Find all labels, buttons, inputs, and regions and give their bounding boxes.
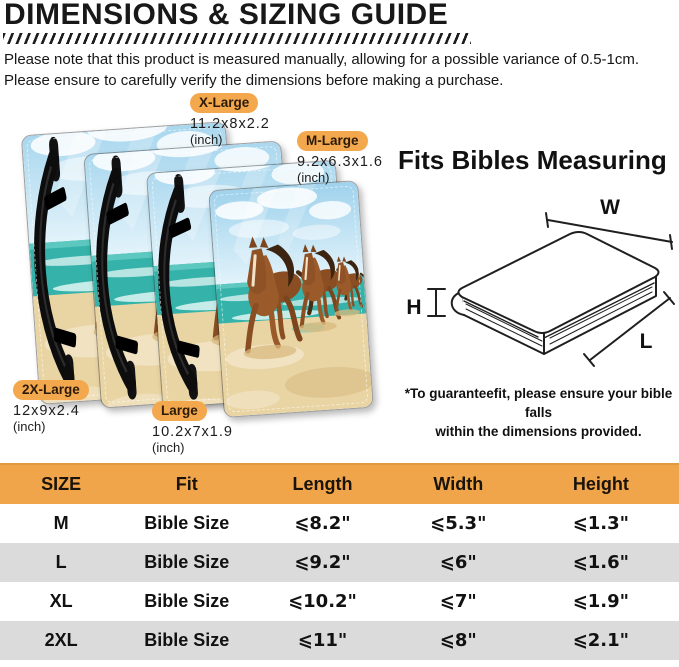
col-header-height: Height (572, 474, 629, 494)
cell-fit: Bible Size (144, 513, 230, 533)
size-dims-2x-large: 12x9x2.4 (13, 403, 80, 419)
size-dims-large: 10.2x7x1.9 (152, 424, 233, 440)
measurement-notice (4, 49, 639, 91)
cell-fit: Bible Size (144, 552, 230, 572)
cell-height: ⩽1.9" (572, 591, 630, 612)
size-unit-large: (inch) (152, 440, 185, 455)
cell-width: ⩽8" (439, 630, 477, 651)
cell-width: ⩽5.3" (430, 513, 487, 534)
size-label-m-large (297, 131, 383, 185)
col-header-size: SIZE (41, 474, 82, 494)
table-row-m (0, 504, 679, 543)
cell-fit: Bible Size (144, 630, 230, 650)
dim-label-h: H (406, 296, 422, 319)
col-header-width: Width (433, 474, 484, 494)
table-header-row (0, 463, 679, 504)
cell-size: L (55, 552, 67, 572)
size-dims-x-large: 11.2x8x2.2 (190, 116, 270, 132)
cell-length: ⩽11" (297, 630, 348, 651)
cell-length: ⩽10.2" (288, 591, 357, 612)
fits-section (398, 145, 679, 387)
notice-line-1: Please note that this product is measured manually, allowing for a possible variance of 0.5-1cm. (4, 51, 640, 68)
cell-height: ⩽1.6" (572, 552, 630, 573)
size-label-large (152, 401, 233, 455)
col-header-fit: Fit (175, 474, 198, 494)
size-unit-2x-large: (inch) (13, 419, 46, 434)
size-label-x-large (190, 93, 270, 147)
cell-length: ⩽9.2" (294, 552, 351, 573)
book-measurement-diagram (398, 192, 679, 382)
size-badge-m-large: M-Large (297, 131, 368, 151)
cell-length: ⩽8.2" (294, 513, 351, 534)
size-label-2x-large (13, 380, 89, 434)
cell-height: ⩽2.1" (572, 630, 630, 651)
table-row-l (0, 543, 679, 582)
notice-line-2: Please ensure to carefully verify the dimensions before making a purchase. (4, 72, 504, 89)
table-row-2xl (0, 621, 679, 660)
bible-cover-m-large (208, 180, 374, 418)
cell-size: M (53, 513, 69, 533)
guarantee-note (398, 384, 679, 441)
cell-width: ⩽6" (439, 552, 477, 573)
col-header-length: Length (292, 474, 353, 494)
size-table (0, 463, 679, 660)
table-row-xl (0, 582, 679, 621)
size-badge-2x-large: 2X-Large (13, 380, 89, 400)
guarantee-note-line-1: *To guaranteefit, please ensure your bible falls (404, 386, 673, 420)
cell-fit: Bible Size (144, 591, 230, 611)
page-title: DIMENSIONS & SIZING GUIDE (4, 0, 449, 31)
size-badge-x-large: X-Large (190, 93, 258, 113)
cell-height: ⩽1.3" (572, 513, 630, 534)
guarantee-note-line-2: within the dimensions provided. (435, 424, 642, 439)
dim-label-w: W (600, 196, 620, 219)
hatch-divider (3, 33, 471, 44)
cell-width: ⩽7" (439, 591, 477, 612)
cell-size: XL (49, 591, 73, 611)
size-unit-x-large: (inch) (190, 132, 223, 147)
size-unit-m-large: (inch) (297, 170, 330, 185)
dim-label-l: L (639, 330, 653, 353)
size-badge-large: Large (152, 401, 207, 421)
size-dims-m-large: 9.2x6.3x1.6 (297, 154, 383, 170)
fits-heading: Fits Bibles Measuring (398, 145, 667, 175)
cell-size: 2XL (44, 630, 78, 650)
horse-beach-artwork (209, 181, 372, 417)
